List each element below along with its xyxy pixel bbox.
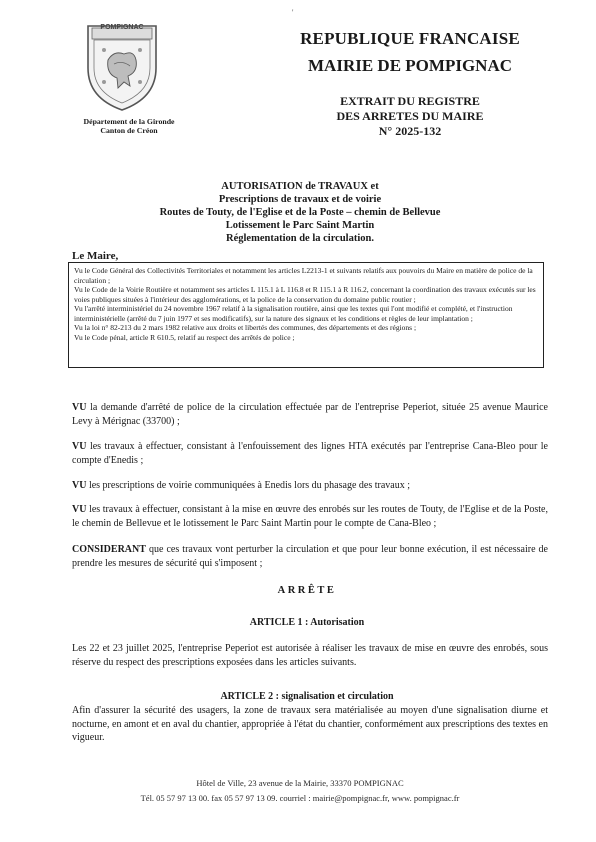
extrait-line-2: DES ARRETES DU MAIRE (336, 109, 484, 123)
visa-item: Vu la loi n° 82-213 du 2 mars 1982 relative aux droits et libertés des communes, des départements et des régions ; (74, 323, 417, 332)
paragraph-considerant (72, 543, 548, 570)
extrait-line-1: EXTRAIT DU REGISTRE (340, 94, 480, 108)
paragraph-vu-enrobes (72, 503, 548, 530)
footer (60, 776, 540, 806)
vu-lead: VU (72, 504, 87, 515)
title-line-2: Prescriptions de travaux et de voirie (218, 194, 382, 205)
title-line-3: Routes de Touty, de l'Eglise et de la Poste – chemin de Bellevue (159, 207, 441, 218)
vu-lead: VU (72, 402, 87, 413)
paragraph-vu-prescriptions (72, 479, 548, 493)
republic-heading: REPUBLIQUE FRANCAISE (300, 29, 520, 48)
vu-text: les prescriptions de voirie communiquées à Enedis lors du phasage des travaux ; (86, 480, 410, 491)
scan-mark: ' (292, 8, 294, 17)
visa-item: Vu le Code de la Voirie Routière et notamment ses articles L 115.1 à L 116.8 et R 115.1 à R 116.2, concernant la coordination des travaux exécutés sur les voies publiques situées à l'intérieur des agglomérations, et la police de la conservation du domaine public routier ; (74, 285, 536, 304)
canton-name: Canton de Créon (100, 126, 158, 135)
department-block (46, 117, 212, 135)
visa-item: Vu le Code pénal, article R 610.5, relatif au respect des arrêtés de police ; (74, 332, 295, 342)
vu-text: la demande d'arrêté de police de la circulation effectuée par de l'entreprise Peperiot, située 25 avenue Maurice Levy à Mérignac (33700) ; (72, 402, 548, 427)
title-line-1: AUTORISATION de TRAVAUX et (221, 181, 379, 192)
document-title (70, 180, 530, 245)
footer-contact: Tél. 05 57 97 13 00. fax 05 57 97 13 09. courriel : mairie@pompignac.fr, www. pompignac.fr (140, 793, 460, 803)
article-1-text: Les 22 et 23 juillet 2025, l'entreprise Peperiot est autorisée à réaliser les travaux de mise en œuvre des enrobés, sous réserve du respect des prescriptions exposées dans les articles suivants. (72, 643, 548, 668)
article-1-heading: ARTICLE 1 : Autorisation (249, 617, 365, 628)
vu-lead: VU (72, 480, 87, 491)
visas-box (68, 262, 544, 368)
crest-lettering (92, 20, 152, 32)
title-line-4: Lotissement le Parc Saint Martin (225, 220, 375, 231)
considerant-lead: CONSIDERANT (72, 544, 146, 555)
extrait-heading (250, 94, 570, 139)
le-maire-label: Le Maire, (72, 250, 119, 262)
vu-lead: VU (72, 441, 87, 452)
article-2-text: Afin d'assurer la sécurité des usagers, la zone de travaux sera matérialisée au moyen d'une signalisation diurne et nocturne, en amont et en aval du chantier, appropriée à l'état du chantier, conformément aux prescriptions des textes en vigueur. (72, 705, 548, 743)
title-line-5: Réglementation de la circulation. (226, 233, 374, 244)
department-name: Département de la Gironde (83, 117, 175, 126)
paragraph-vu-demande (72, 401, 548, 428)
vu-text: les travaux à effectuer, consistant à la mise en œuvre des enrobés sur les routes de Touty, de l'Eglise et de la Poste, le chemin de Bellevue et le lotissement le Parc Saint Martin pour le compte de Cana-Bleo ; (72, 504, 548, 529)
considerant-text: que ces travaux vont perturber la circulation et que pour leur bonne exécution, il est nécessaire de prendre les mesures de sécurité qui s'imposent ; (72, 544, 548, 569)
mairie-heading: MAIRIE DE POMPIGNAC (308, 56, 512, 75)
arrete-number: N° 2025-132 (378, 124, 442, 138)
crest-icon (84, 20, 160, 112)
visa-item: Vu le Code Général des Collectivités Territoriales et notamment les articles L2213-1 et suivants relatifs aux pouvoirs du Maire en matière de police de la circulation ; (74, 266, 533, 285)
visa-item: Vu l'arrêté interministériel du 24 novembre 1967 relatif à la signalisation routière, ainsi que les textes qui l'ont modifié et complété, et l'instruction interministérielle (arrêté du 7 juin 1977 et ses modificatifs), sur la nature des signaux et les conditions et règles de leur implantation ; (74, 304, 513, 323)
paragraph-vu-travaux (72, 440, 548, 467)
footer-address: Hôtel de Ville, 23 avenue de la Mairie, 33370 POMPIGNAC (196, 778, 404, 788)
arrete-heading: ARRÊTE (277, 585, 337, 596)
vu-text: les travaux à effectuer, consistant à l'enfouissement des lignes HTA exécutés par l'entreprise Cana-Bleo pour le compte d'Enedis ; (72, 441, 548, 466)
svg-text:POMPIGNAC: POMPIGNAC (100, 24, 144, 31)
article-2-heading: ARTICLE 2 : signalisation et circulation (220, 691, 394, 702)
